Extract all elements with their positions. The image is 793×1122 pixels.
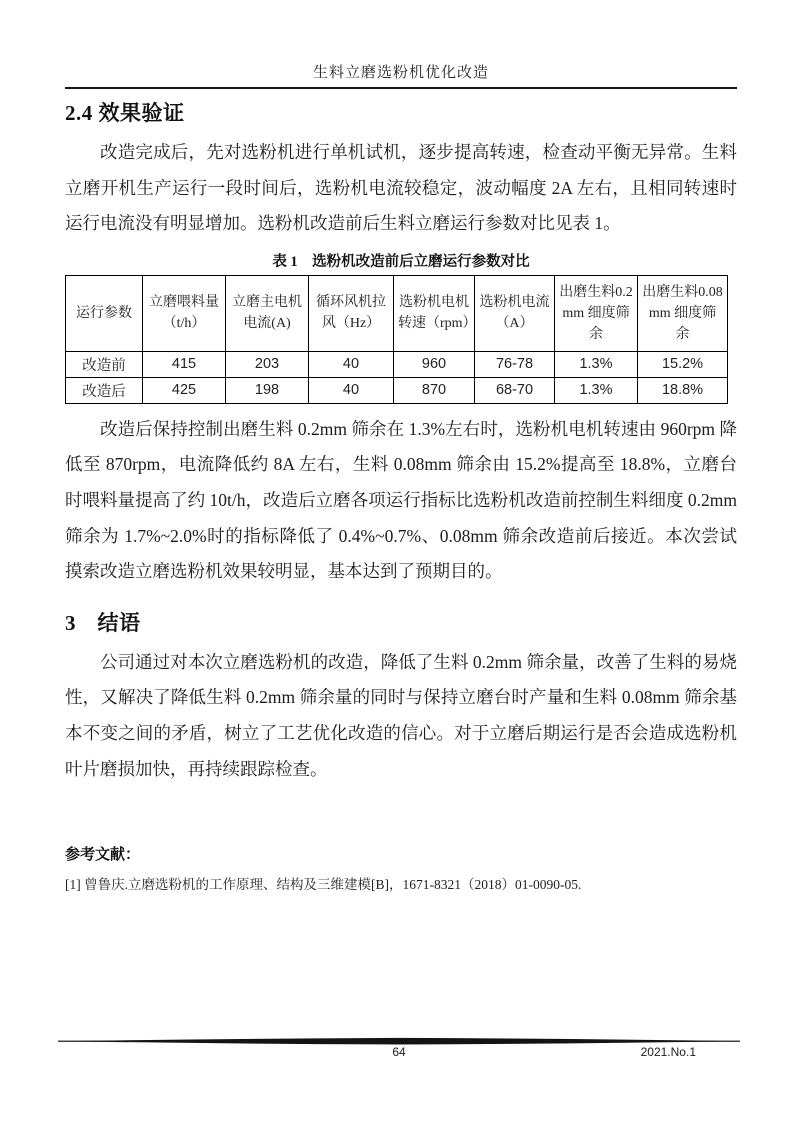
table-header-cell: 立磨喂料量（t/h） [143,275,226,351]
table-cell: 1.3% [555,351,638,377]
table-header-cell: 出磨生料0.08mm 细度筛余 [638,275,728,351]
table-cell: 76-78 [475,351,555,377]
table-cell: 18.8% [638,377,728,403]
paragraph-before-table: 改造完成后，先对选粉机进行单机试机，逐步提高转速，检查动平衡无异常。生料立磨开机生产运行一段时间后，选粉机电流较稳定，波动幅度 2A 左右，且相同转速时运行电流没有明显增加。选粉机改造前后生料立磨运行参数对比见表 1。 [65,142,737,234]
table-header-cell: 循环风机拉风（Hz） [309,275,394,351]
table-cell: 425 [143,377,226,403]
table-cell: 960 [394,351,475,377]
table-cell: 40 [309,351,394,377]
section-2-4-heading: 2.4 效果验证 [65,101,185,125]
references-block [65,843,737,893]
table-header-row [66,275,728,351]
table-caption: 表 1 选粉机改造前后立磨运行参数对比 [272,253,530,270]
table-1 [65,275,728,404]
table-cell: 203 [226,351,309,377]
row-label: 改造后 [66,377,143,403]
table-cell: 870 [394,377,475,403]
table-row [66,377,728,403]
page-footer [58,1037,740,1059]
table-header-cell: 立磨主电机电流(A) [226,275,309,351]
paragraph-after-table: 改造后保持控制出磨生料 0.2mm 筛余在 1.3%左右时，选粉机电机转速由 960rpm 降低至 870rpm，电流降低约 8A 左右，生料 0.08mm 筛余由 15.2%提高至 18.8%，立磨台时喂料量提高了约 10t/h，改造后立磨各项运行指标比选粉机改造前控制生料细度 0.2mm 筛余为 1.7%~2.0%时的指标降低了 0.4%~0.7%、0.08mm 筛余改造前后接近。本次尝试摸索改造立磨选粉机效果较明显，基本达到了预期目的。 [65,418,737,582]
page-content [65,0,737,893]
page-number: 64 [392,1045,406,1059]
reference-item: [1] 曾鲁庆.立磨选粉机的工作原理、结构及三维建模[B]，1671-8321（2018）01-0090-05. [65,877,582,893]
table-header-cell: 运行参数 [66,275,143,351]
table-cell: 415 [143,351,226,377]
table-cell: 198 [226,377,309,403]
table-cell: 15.2% [638,351,728,377]
references-heading: 参考文献： [65,847,141,864]
issue-label: 2021.No.1 [640,1045,696,1059]
table-cell: 1.3% [555,377,638,403]
row-label: 改造前 [66,351,143,377]
paragraph-conclusion: 公司通过对本次立磨选粉机的改造，降低了生料 0.2mm 筛余量，改善了生料的易烧性，又解决了降低生料 0.2mm 筛余量的同时与保持立磨台时产量和生料 0.08mm 筛余基本不变之间的矛盾，树立了工艺优化改造的信心。对于立磨后期运行是否会造成选粉机叶片磨损加快，再持续跟踪检查。 [65,651,737,779]
table-header-cell: 选粉机电机转速（rpm） [394,275,475,351]
running-title: 生料立磨选粉机优化改造 [312,65,489,81]
table-row [66,351,728,377]
table-cell: 68-70 [475,377,555,403]
header-rule [65,87,737,89]
section-3-heading: 3 结语 [65,610,141,635]
table-cell: 40 [309,377,394,403]
table-header-cell: 出磨生料0.2mm 细度筛余 [555,275,638,351]
table-header-cell: 选粉机电流（A） [475,275,555,351]
